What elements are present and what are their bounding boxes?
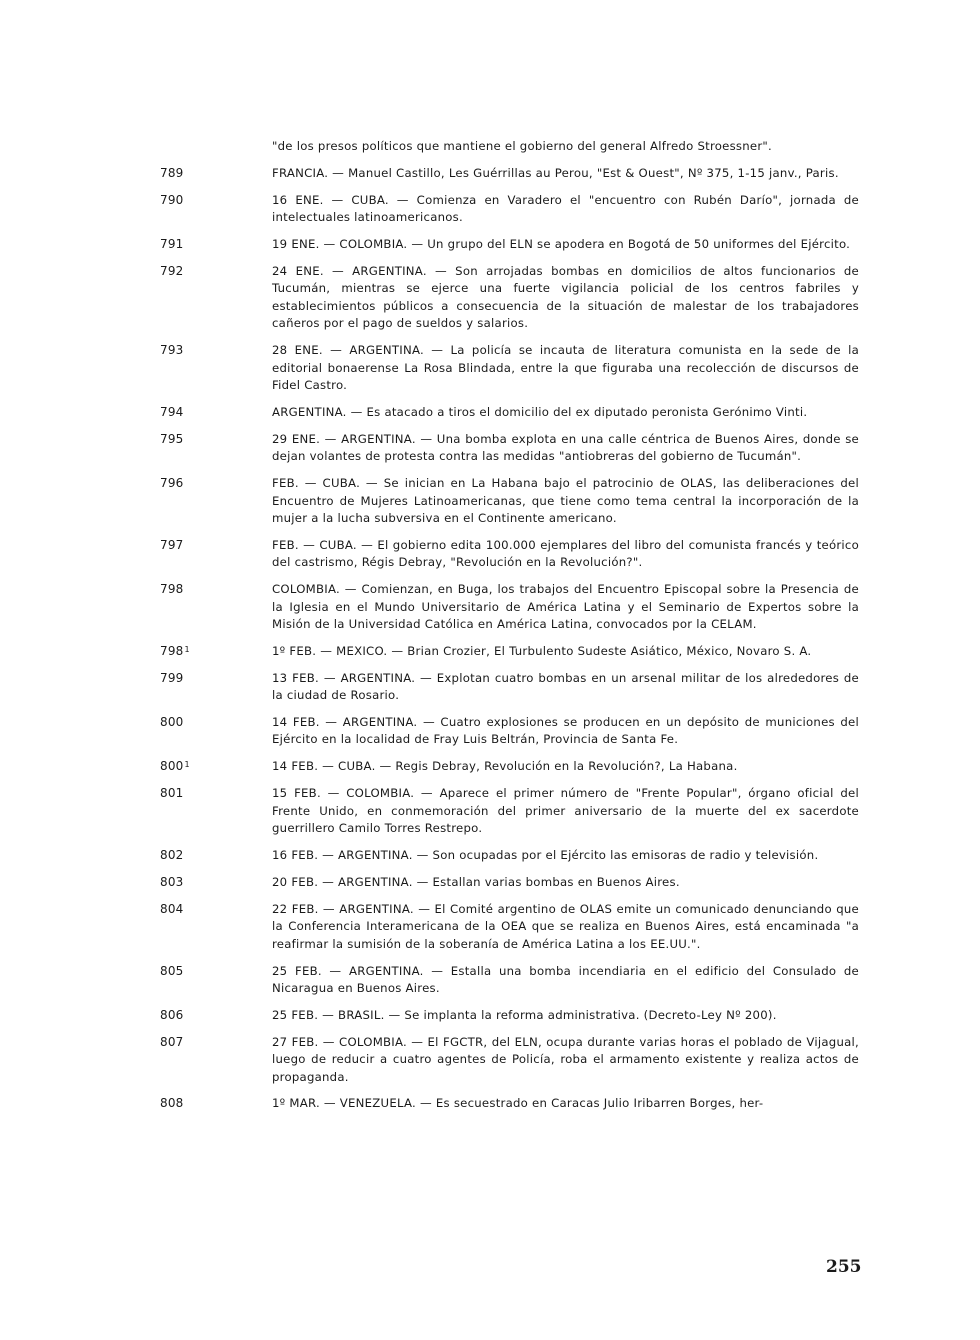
entry-number-text: 789 bbox=[160, 165, 184, 180]
entry-number bbox=[160, 1007, 185, 1024]
entry-number-text: 804 bbox=[160, 901, 184, 916]
page-number: 255 bbox=[826, 1257, 862, 1277]
entry-number-text: 799 bbox=[160, 670, 184, 685]
entry-text: COLOMBIA. — Comienzan, en Buga, los trabajos del Encuentro Episcopal sobre la Presencia de la Iglesia en el Mundo Universitario de América Latina y el Seminario de Expertos sobre la Misión de la Universidad Católica en América Latina, convocados por la CELAM. bbox=[272, 582, 859, 631]
entry-text: 27 FEB. — COLOMBIA. — El FGCTR, del ELN, ocupa durante varias horas el poblado de Vijagual, luego de reducir a cuatro agentes de Policía, roba el armamento existente y realiza actos de propaganda. bbox=[272, 1034, 859, 1084]
chronology-entry bbox=[0, 670, 980, 705]
entry-number-text: 798 bbox=[160, 643, 184, 658]
entry-text: 1º FEB. — MEXICO. — Brian Crozier, El Turbulento Sudeste Asiático, México, Novaro S. A. bbox=[272, 643, 812, 658]
entry-number-text: 802 bbox=[160, 848, 184, 862]
chronology-entry bbox=[0, 404, 980, 421]
entry-number-superscript: 1 bbox=[184, 644, 190, 654]
chronology-entry bbox=[0, 475, 980, 527]
entry-number-text: 795 bbox=[160, 431, 184, 446]
entry-number bbox=[160, 1095, 185, 1112]
entry-number-text: 807 bbox=[160, 1034, 184, 1049]
entry-number bbox=[160, 475, 185, 492]
entry-number bbox=[160, 1034, 185, 1051]
entry-number bbox=[160, 670, 185, 687]
entry-number bbox=[160, 404, 185, 421]
chronology-entry bbox=[0, 874, 980, 891]
entry-number bbox=[160, 901, 185, 918]
entry-text: 25 FEB. — ARGENTINA. — Estalla una bomba incendiaria en el edificio del Consulado de Nicaragua en Buenos Aires. bbox=[272, 963, 859, 995]
entry-text: 24 ENE. — ARGENTINA. — Son arrojadas bombas en domicilios de altos funcionarios de Tucumán, mientras se ejerce una fuerte vigilancia policial de los centros fabriles y establecimientos públicos a consecuencia de la situación de malestar de los trabajadores cañeros por el pago de sueldos y salarios. bbox=[272, 264, 859, 331]
chronology-entry bbox=[0, 431, 980, 466]
entry-text: FRANCIA. — Manuel Castillo, Les Guérrillas au Perou, "Est & Ouest", Nº 375, 1-15 janv., Paris. bbox=[272, 165, 839, 180]
entry-number-text: 803 bbox=[160, 874, 184, 889]
chronology-entry bbox=[0, 714, 980, 749]
entry-text: "de los presos políticos que mantiene el gobierno del general Alfredo Stroessner". bbox=[272, 139, 773, 153]
entry-number-text: 793 bbox=[160, 343, 184, 358]
entry-text: FEB. — CUBA. — Se inician en La Habana bajo el patrocinio de OLAS, las deliberaciones del Encuentro de Mujeres Latinoamericanas, que tiene como tema central la incorporación de la mujer a la lucha subversiva en el Continente americano. bbox=[272, 476, 859, 525]
chronology-entry bbox=[0, 901, 980, 953]
chronology-entry bbox=[0, 785, 980, 837]
entry-number-text: 792 bbox=[160, 264, 184, 279]
entry-number bbox=[160, 537, 185, 554]
chronology-list bbox=[0, 138, 980, 1122]
entry-number bbox=[160, 874, 185, 891]
entry-number-superscript: 1 bbox=[184, 760, 190, 770]
chronology-entry bbox=[0, 138, 980, 155]
entry-number-text: 801 bbox=[160, 786, 184, 801]
entry-text: FEB. — CUBA. — El gobierno edita 100.000 ejemplares del libro del comunista francés y teórico del castrismo, Régis Debray, "Revolución en la Revolución?". bbox=[272, 537, 859, 570]
entry-number-text: 805 bbox=[160, 963, 184, 978]
entry-number bbox=[160, 165, 185, 182]
entry-text: 25 FEB. — BRASIL. — Se implanta la reforma administrativa. (Decreto-Ley Nº 200). bbox=[272, 1007, 777, 1022]
entry-text: 1º MAR. — VENEZUELA. — Es secuestrado en Caracas Julio Iribarren Borges, her- bbox=[272, 1096, 764, 1111]
entry-number bbox=[160, 847, 185, 864]
entry-number-text: 791 bbox=[160, 237, 184, 252]
entry-number-text: 797 bbox=[160, 537, 184, 552]
entry-number bbox=[160, 963, 185, 980]
entry-number-text: 800 bbox=[160, 715, 184, 730]
entry-text: 13 FEB. — ARGENTINA. — Explotan cuatro bombas en un arsenal militar de los alrededores de la ciudad de Rosario. bbox=[272, 670, 859, 703]
entry-text: 20 FEB. — ARGENTINA. — Estallan varias bombas en Buenos Aires. bbox=[272, 874, 680, 889]
chronology-entry bbox=[0, 263, 980, 333]
entry-number bbox=[160, 342, 185, 359]
chronology-entry bbox=[0, 1007, 980, 1024]
entry-number bbox=[160, 263, 185, 280]
entry-number-text: 798 bbox=[160, 582, 184, 597]
entry-number bbox=[160, 192, 185, 209]
chronology-entry bbox=[0, 581, 980, 633]
entry-number bbox=[160, 785, 185, 802]
chronology-entry bbox=[0, 236, 980, 253]
entry-number bbox=[160, 714, 185, 731]
entry-number-text: 790 bbox=[160, 192, 184, 207]
entry-text: ARGENTINA. — Es atacado a tiros el domicilio del ex diputado peronista Gerónimo Vinti. bbox=[272, 404, 808, 419]
entry-number-text: 806 bbox=[160, 1007, 184, 1022]
entry-text: 22 FEB. — ARGENTINA. — El Comité argentino de OLAS emite un comunicado denunciando que la Conferencia Interamericana de la OEA que se realiza en Buenos Aires, está encaminada "a reafirmar la sumisión de la soberanía de América Latina a los EE.UU.". bbox=[272, 901, 859, 951]
chronology-entry bbox=[0, 192, 980, 227]
chronology-entry bbox=[0, 1095, 980, 1112]
chronology-entry bbox=[0, 342, 980, 394]
entry-number bbox=[160, 431, 185, 448]
chronology-entry bbox=[0, 963, 980, 998]
chronology-entry bbox=[0, 643, 980, 660]
entry-number bbox=[160, 758, 190, 775]
entry-number-text: 800 bbox=[160, 759, 184, 774]
chronology-entry bbox=[0, 847, 980, 864]
entry-text: 16 FEB. — ARGENTINA. — Son ocupadas por el Ejército las emisoras de radio y televisión. bbox=[272, 848, 819, 862]
chronology-entry bbox=[0, 165, 980, 182]
entry-number bbox=[160, 236, 185, 253]
entry-number bbox=[160, 138, 161, 155]
chronology-entry bbox=[0, 1034, 980, 1086]
entry-text: 14 FEB. — ARGENTINA. — Cuatro explosiones se producen en un depósito de municiones del Ejército en la localidad de Fray Luis Beltrán, Provincia de Santa Fe. bbox=[272, 715, 859, 747]
entry-text: 15 FEB. — COLOMBIA. — Aparece el primer número de "Frente Popular", órgano oficial del Frente Unido, en conmemoración del primer aniversario de la muerte del ex sacerdote guerrillero Camilo Torres Restrepo. bbox=[272, 786, 859, 836]
entry-text: 29 ENE. — ARGENTINA. — Una bomba explota en una calle céntrica de Buenos Aires, donde se dejan volantes de protesta contra las medidas "antiobreras del gobierno de Tucumán". bbox=[272, 431, 859, 464]
chronology-entry bbox=[0, 758, 980, 775]
entry-text: 16 ENE. — CUBA. — Comienza en Varadero el "encuentro con Rubén Darío", jornada de intelectuales latinoamericanos. bbox=[272, 192, 859, 225]
entry-number-text: 808 bbox=[160, 1096, 184, 1111]
chronology-entry bbox=[0, 537, 980, 572]
entry-number-text: 796 bbox=[160, 476, 184, 491]
entry-number bbox=[160, 581, 185, 598]
entry-text: 28 ENE. — ARGENTINA. — La policía se incauta de literatura comunista en la sede de la editorial bonaerense La Rosa Blindada, entre la que figuraba una recolección de discursos de Fidel Castro. bbox=[272, 343, 859, 392]
entry-text: 14 FEB. — CUBA. — Regis Debray, Revolución en la Revolución?, La Habana. bbox=[272, 759, 738, 774]
entry-number bbox=[160, 643, 190, 660]
entry-text: 19 ENE. — COLOMBIA. — Un grupo del ELN se apodera en Bogotá de 50 uniformes del Ejército. bbox=[272, 237, 851, 252]
entry-number-text: 794 bbox=[160, 404, 184, 419]
